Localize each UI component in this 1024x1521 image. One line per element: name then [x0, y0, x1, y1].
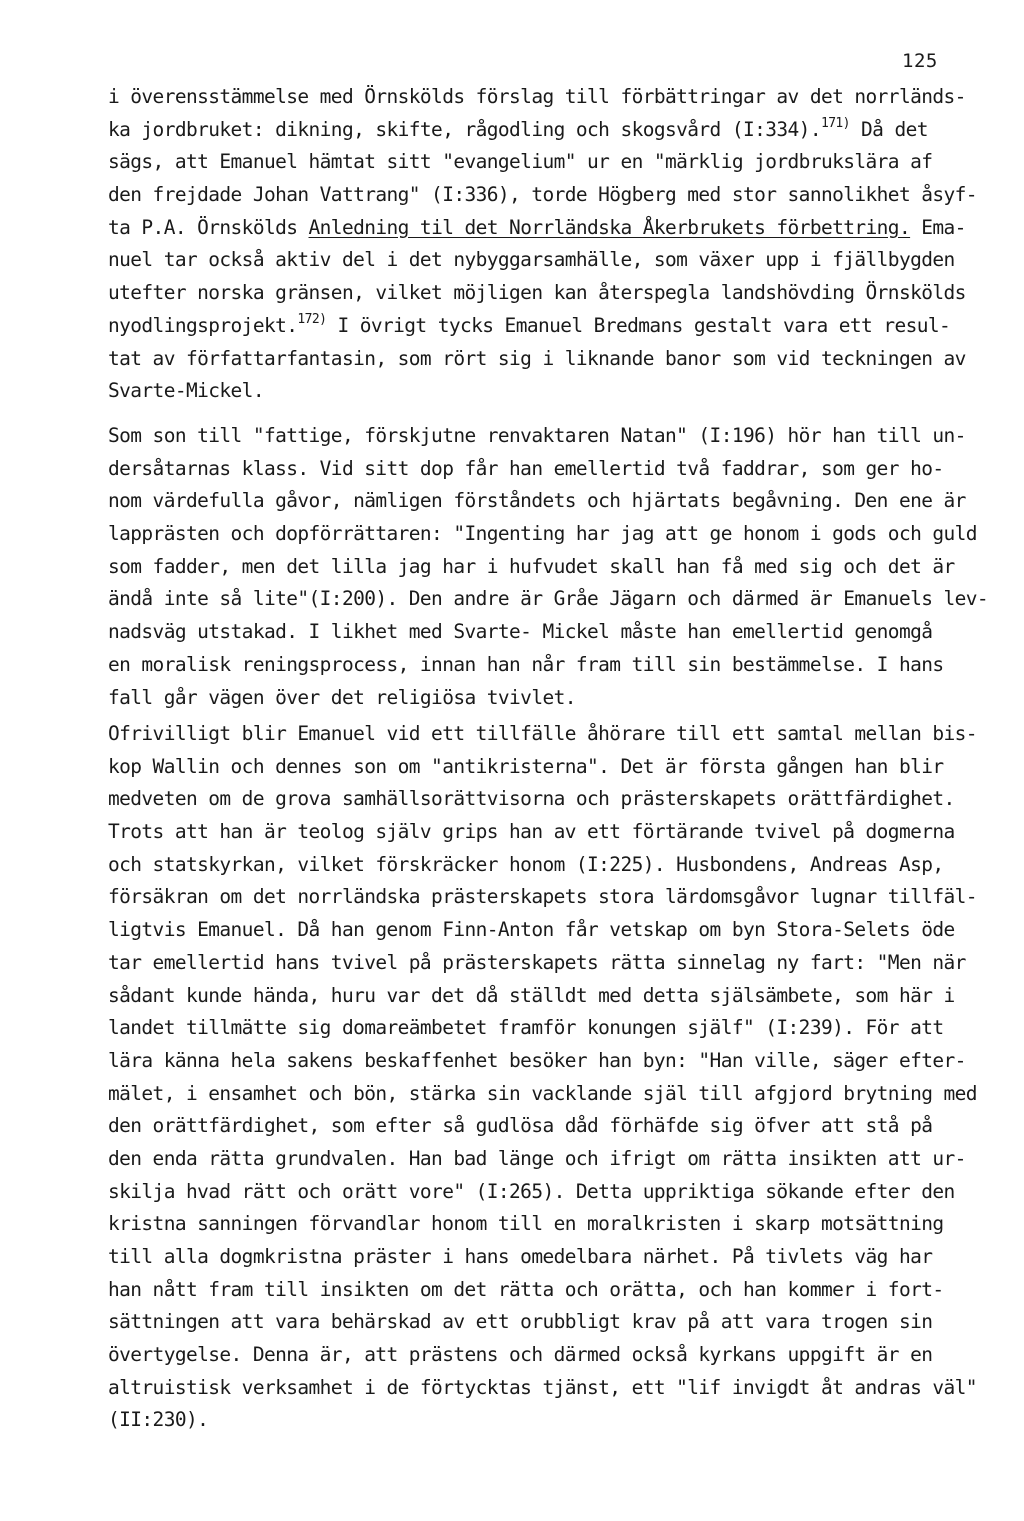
text-line: fall går vägen över det religiösa tvivlet. [108, 685, 576, 709]
paragraph-3 [108, 718, 977, 1437]
text-line: lapprästen och dopförrättaren: "Ingenting har jag att ge honom i gods och guld [108, 522, 977, 546]
text-line: tat av författarfantasin, som rört sig i liknande banor som vid teckningen av [108, 346, 966, 370]
text-line: den enda rätta grundvalen. Han bad länge och ifrigt om rätta insikten att ur- [108, 1146, 966, 1170]
text-line: övertygelse. Denna är, att prästens och därmed också kyrkans uppgift är en [108, 1343, 933, 1367]
text-line: Som son till "fattige, förskjutne renvaktaren Natan" (I:196) hör han till un- [108, 424, 966, 447]
text-line: kristna sanningen förvandlar honom till en moralkristen i skarp motsättning [108, 1212, 944, 1236]
text-line: sådant kunde hända, huru var det då ställdt med detta själsämbete, som här i [108, 983, 955, 1007]
text-line: kop Wallin och dennes son om "antikristerna". Det är första gången han blir [108, 754, 944, 778]
text-line: till alla dogmkristna präster i hans omedelbara närhet. På tivlets väg har [108, 1245, 933, 1268]
text-line: lära känna hela sakens beskaffenhet besöker han byn: "Han ville, säger efter- [108, 1048, 966, 1072]
text-line: Ofrivilligt blir Emanuel vid ett tillfälle åhörare till ett samtal mellan bis- [108, 722, 977, 745]
text-line: nom värdefulla gåvor, nämligen förståndets och hjärtats begåvning. Den ene är [108, 489, 966, 513]
page-number: 125 [902, 50, 938, 72]
text-line: Trots att han är teolog själv grips han av ett förtärande tvivel på dogmerna [108, 820, 955, 844]
footnote-ref-171: 171) [820, 115, 850, 131]
text-line: sägs, att Emanuel hämtat sitt "evangelium" ur en "märklig jordbrukslära af [108, 150, 933, 174]
text-line: och statskyrkan, vilket förskräcker honom (I:225). Husbondens, Andreas Asp, [108, 852, 944, 876]
text-line: som fadder, men det lilla jag har i hufvudet skall han få med sig och det är [108, 554, 955, 578]
text-line: skilja hvad rätt och orätt vore" (I:265). Detta uppriktiga sökande efter den [108, 1179, 955, 1203]
underlined-title: Anledning til det Norrländska Åkerbrukets förbettring. [308, 215, 911, 239]
text-line: (II:230). [108, 1408, 209, 1432]
text-line: försäkran om det norrländska prästerskapets stora lärdomsgåvor lugnar tillfäl- [108, 885, 977, 909]
text-line: sättningen att vara behärskad av ett orubbligt krav på att vara trogen sin [108, 1310, 933, 1334]
text-line: nyodlingsprojekt.$^{172)}$ I övrigt tycks Emanuel Bredmans gestalt vara ett resul- [108, 311, 951, 337]
text-line: ändå inte så lite"(I:200). Den andre är Gråe Jägarn och därmed är Emanuels lev- [108, 587, 989, 611]
footnote-ref-172: 172) [297, 311, 327, 327]
text-line: den frejdade Johan Vattrang" (I:336), torde Högberg med stor sannolikhet åsyf- [108, 183, 977, 207]
text-line: han nått fram till insikten om det rätta och orätta, och han kommer i fort- [108, 1277, 944, 1301]
text-line: den orättfärdighet, som efter så gudlösa dåd förhäfde sig öfver att stå på [108, 1114, 933, 1138]
text-line: Svarte-Mickel. [108, 379, 264, 403]
text-line: nadsväg utstakad. I likhet med Svarte- Mickel måste han emellertid genomgå [108, 620, 933, 644]
text-line: en moralisk reningsprocess, innan han når fram till sin bestämmelse. I hans [108, 652, 944, 676]
paragraph-2 [108, 420, 989, 714]
text-line: altruistisk verksamhet i de förtycktas tjänst, ett "lif invigdt åt andras väl" [108, 1375, 977, 1399]
paragraph-1 [108, 81, 977, 408]
text-line: ta P.A. Örnskölds Anledning til det Norrländska Åkerbrukets förbettring. Ema- [108, 215, 966, 239]
text-line: i överensstämmelse med Örnskölds förslag till förbättringar av det norrländs- [108, 85, 966, 108]
text-line: utefter norska gränsen, vilket möjligen kan återspegla landshövding Örnskölds [108, 281, 966, 305]
text-line: landet tillmätte sig domareämbetet framför konungen själf" (I:239). För att [108, 1016, 944, 1040]
text-line: mälet, i ensamhet och bön, stärka sin vacklande själ till afgjord brytning med [108, 1081, 977, 1105]
text-line: medveten om de grova samhällsorättvisorna och prästerskapets orättfärdighet. [108, 787, 955, 811]
text-line: dersåtarnas klass. Vid sitt dop får han emellertid två faddrar, som ger ho- [108, 456, 944, 480]
text-line: ka jordbruket: dikning, skifte, rågodling och skogsvård (I:334).$^{171)}$ Då det [108, 115, 928, 141]
text-line: ligtvis Emanuel. Då han genom Finn-Anton får vetskap om byn Stora-Selets öde [108, 918, 955, 942]
text-line: tar emellertid hans tvivel på prästerskapets rätta sinnelag ny fart: "Men när [108, 950, 966, 974]
text-line: nuel tar också aktiv del i det nybyggarsamhälle, som växer upp i fjällbygden [108, 248, 955, 272]
